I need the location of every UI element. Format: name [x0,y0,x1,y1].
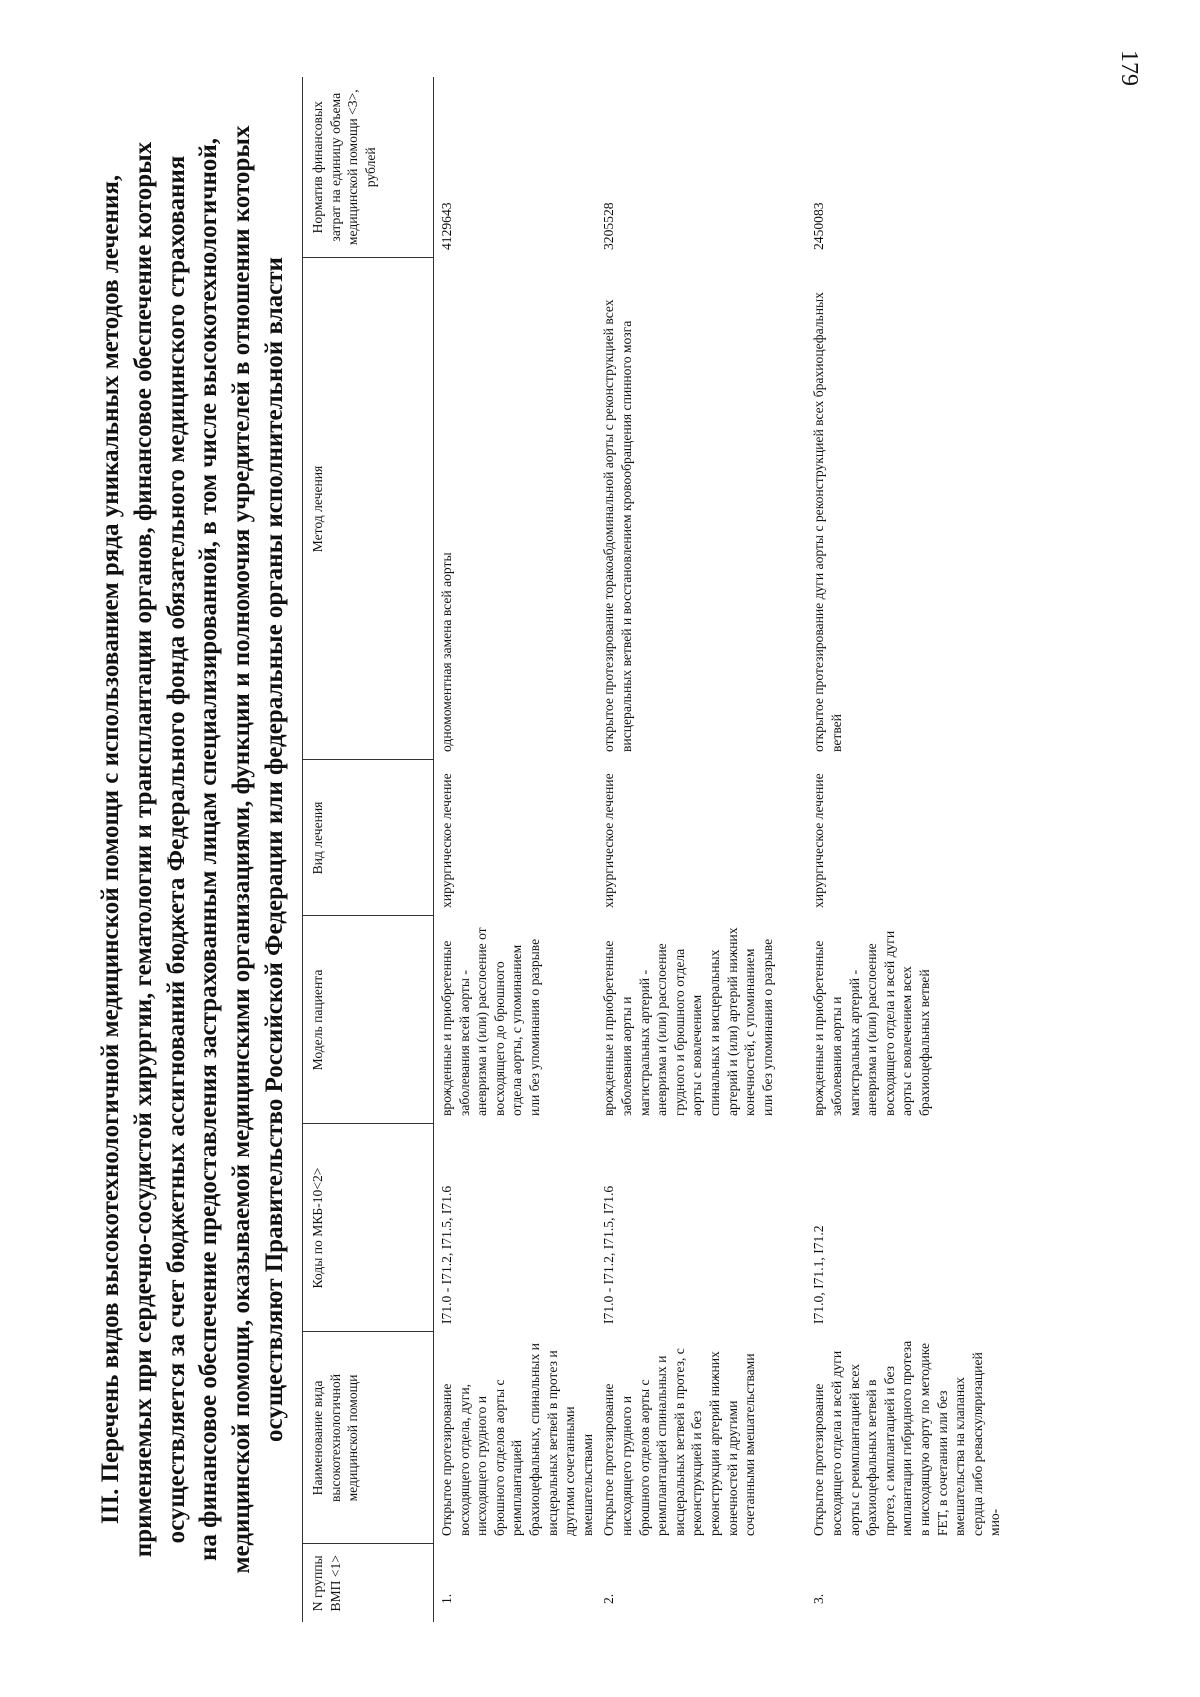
row-patient-model: врожденные и приобретенные заболевания аорты и магистральных артерий - аневризма и (или) расслоение грудного и брюшного отдела аорты с вовлечением спинальных и висцеральных артерий и (или) артерий нижних конечностей, с упоминанием или без упоминания о разрыве [601,927,775,1116]
row-cost-standard: 3205528 [601,202,617,250]
row-patient-model: врожденные и приобретенные заболевания аорты и магистральных артерий - аневризма и (или) расслоение восходящего отдела и всей дуги аорты с вовлечением всех брахиоцефальных ветвей [811,930,932,1116]
row-patient-model: врожденные и приобретенные заболевания всей аорты - аневризма и (или) расслоение от восходящего до брюшного отдела аорты, с упоминанием или без упоминания о разрыве [439,927,542,1116]
table-header-row [303,77,434,1622]
header-patient-model: Модель пациента [303,916,434,1124]
row-icd-codes: I71.0 - I71.2, I71.5, I71.6 [439,1185,454,1324]
header-care-type-name: Наименование вида высокотехнологичной медицинской помощи [303,1332,434,1544]
heading-line: на финансовое обеспечение предоставления застрахованным лицам специализированной, в том числе высокотехнологичной, [195,138,223,1561]
row-number: 2. [601,1593,617,1604]
heading-line: III. Перечень видов высокотехнологичной медицинской помощи с использованием ряда уникальных методов лечения, [97,174,124,1525]
row-icd-codes: I71.0, I71.1, I71.2 [811,1225,827,1324]
header-cost-standard: Норматив финансовых затрат на единицу объема медицинской помощи <3>, рублей [303,77,434,258]
row-care-type-name: Открытое протезирование восходящего отдела, дуги, нисходящего грудного и брюшного отделов аорты с реимплантацией брахиоцефальных, спинальных и висцеральных ветвей в протез и другими сочетанными вмешательствами [439,1343,595,1536]
rotated-page-content [95,77,1095,1622]
table-row [596,77,806,1622]
row-cost-standard: 4129643 [439,202,454,250]
row-treatment-method: открытое протезирование дуги аорты с реконструкцией всех брахиоцефальных ветвей [811,292,844,752]
vmp-table [302,77,1070,1622]
table-row [434,77,597,1622]
row-treatment-kind: хирургическое лечение [601,773,617,908]
heading-line: применяемых при сердечно-сосудистой хирургии, гематологии и трансплантации органов, финансовое обеспечение которых [129,141,157,1558]
row-number: 3. [811,1593,827,1604]
row-care-type-name: Открытое протезирование восходящего отдела и всей дуги аорты с реимплантацией всех брахиоцефальных ветвей в протез, с имплантацией и без имплантации гибридного протеза в нисходящую аорту по методике FET, в сочетании или без вмешательства на клапанах сердца либо реваскуляризацией мио- [811,1340,1003,1536]
section-heading [95,77,292,1622]
table-row [806,77,1070,1622]
row-cost-standard: 2450083 [811,202,827,250]
row-treatment-kind: хирургическое лечение [439,773,454,908]
row-care-type-name: Открытое протезирование нисходящего грудного и брюшного отделов аорты с реимплантацией спинальных и висцеральных ветвей в протез, с реконструкцией и без реконструкции артерий нижних конечностей и другими сочетанными вмешательствами [601,1348,758,1536]
page-number: 179 [1116,50,1142,86]
heading-line: осуществляют Правительство Российской Федерации или федеральные органы исполнительной власти [260,257,288,1442]
heading-line: осуществляется за счет бюджетных ассигнований бюджета Федерального фонда обязательного медицинского страхования [162,155,190,1544]
header-treatment-method: Метод лечения [303,258,434,760]
row-treatment-kind: хирургическое лечение [811,773,827,908]
header-icd-codes: Коды по МКБ-10<2> [303,1124,434,1332]
row-icd-codes: I71.0 - I71.2, I71.5, I71.6 [601,1185,617,1324]
row-treatment-method: одномоментная замена всей аорты [439,552,454,752]
header-group-number: N группы ВМП <1> [303,1544,434,1622]
row-number: 1. [439,1593,454,1604]
row-treatment-method: открытое протезирование торакоабдоминальной аорты с реконструкцией всех висцеральных ветвей и восстановлением кровообращения спинного мозга [601,299,634,752]
header-treatment-kind: Вид лечения [303,760,434,916]
heading-line: медицинской помощи, оказываемой медицинскими организациями, функции и полномочия учредителей в отношении которых [228,125,256,1574]
